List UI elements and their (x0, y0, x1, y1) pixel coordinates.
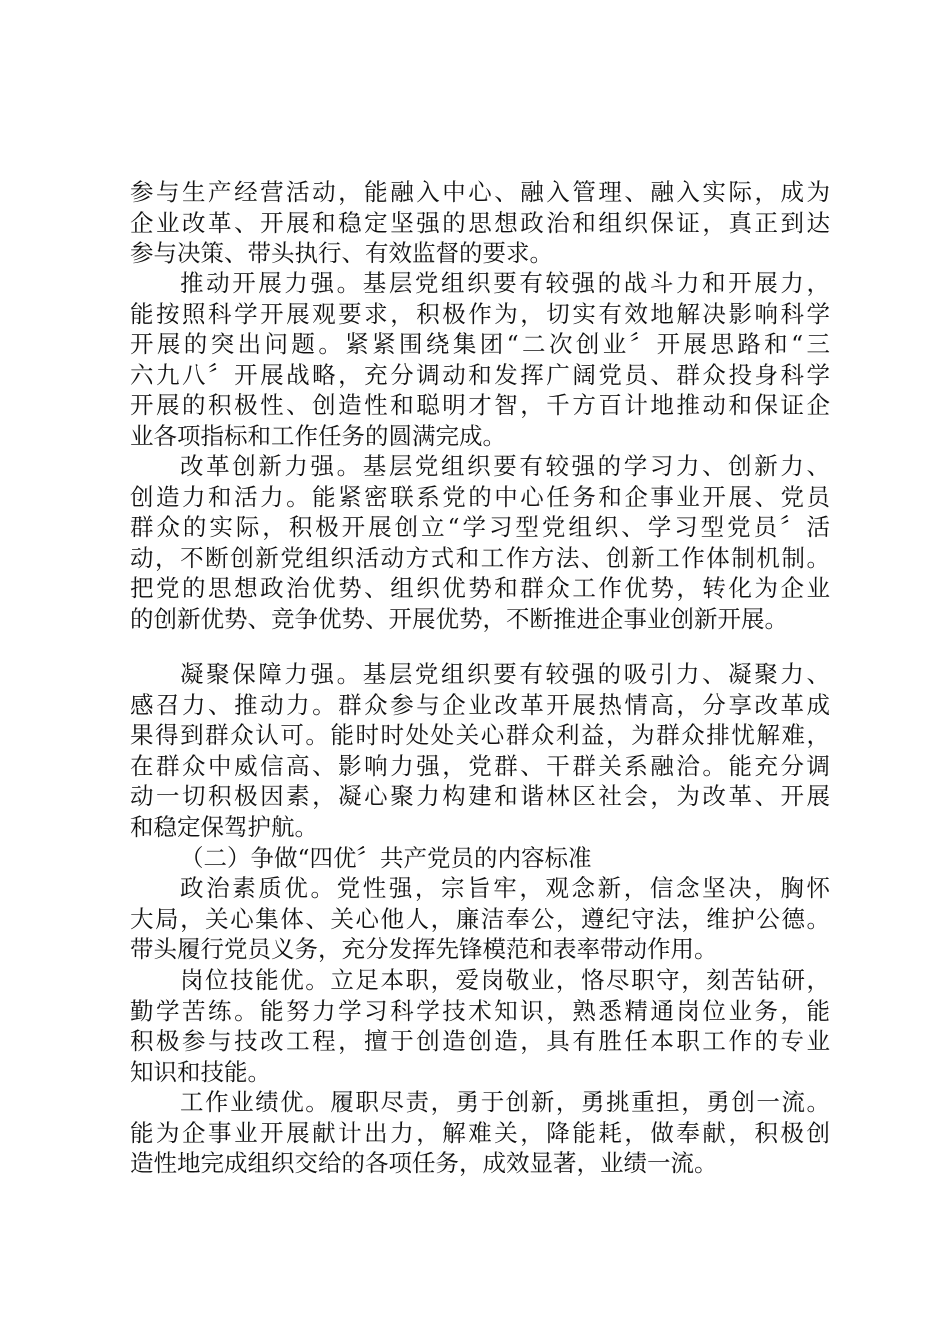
text-line: 企业改革、开展和稳定坚强的思想政治和组织保证，真正到达 (130, 208, 830, 237)
text-line: 凝聚保障力强。基层党组织要有较强的吸引力、凝聚力、 (180, 660, 830, 688)
text-line: 动，不断创新党组织活动方式和工作方法、创新工作体制机制。 (130, 543, 830, 572)
text-line: 群众的实际，积极开展创立“学习型党组织、学习型党员〞活 (130, 513, 830, 541)
text-line: 大局，关心集体、关心他人，廉洁奉公，遵纪守法，维护公德。 (130, 904, 830, 933)
text-line: 动一切积极因素，凝心聚力构建和谐林区社会，为改革、开展 (130, 782, 830, 810)
text-line: 知识和技能。 (130, 1057, 271, 1086)
paragraph-participation (130, 177, 830, 269)
text-line: 参与生产经营活动，能融入中心、融入管理、融入实际，成为 (130, 178, 830, 206)
text-line: 能按照科学开展观要求，积极作为，切实有效地解决影响科学 (130, 299, 830, 328)
text-line: 参与决策、带头执行、有效监督的要求。 (130, 239, 553, 267)
text-line: 业各项指标和工作任务的圆满完成。 (130, 421, 506, 450)
text-line: 果得到群众认可。能时时处处关心群众利益，为群众排忧解难， (130, 721, 830, 749)
paragraph-cohesion (130, 659, 830, 842)
text-line: 勤学苦练。能努力学习科学技术知识，熟悉精通岗位业务，能 (130, 996, 830, 1025)
text-line: 带头履行党员义务，充分发挥先锋模范和表率带动作用。 (130, 935, 718, 963)
text-line: 积极参与技改工程，擅于创造创造，具有胜任本职工作的专业 (130, 1027, 830, 1055)
text-line: 在群众中威信高、影响力强，党群、干群关系融洽。能充分调 (130, 751, 830, 780)
text-line: 感召力、推动力。群众参与企业改革开展热情高，分享改革成 (130, 690, 830, 719)
text-line: 开展的积极性、创造性和聪明才智，千方百计地推动和保证企 (130, 391, 830, 419)
paragraph-work-performance (130, 1087, 830, 1179)
paragraph-political-quality (130, 873, 830, 965)
section-heading-text: （二）争做“四优〞共产党员的内容标准 (180, 844, 592, 872)
text-line: 造性地完成组织交给的各项任务，成效显著，业绩一流。 (130, 1149, 718, 1177)
text-line: 和稳定保驾护航。 (130, 812, 318, 841)
text-line: 工作业绩优。履职尽责，勇于创新，勇挑重担，勇创一流。 (180, 1088, 830, 1116)
text-line: 岗位技能优。立足本职，爱岗敬业，恪尽职守，刻苦钻研， (180, 966, 830, 994)
text-line: 推动开展力强。基层党组织要有较强的战斗力和开展力， (180, 269, 830, 297)
text-line: 开展的突出问题。紧紧围绕集团“二次创业〞开展思路和“三 (130, 330, 830, 358)
text-line: 的创新优势、竞争优势、开展优势，不断推进企事业创新开展。 (130, 604, 788, 633)
text-line: 六九八〞开展战略，充分调动和发挥广阔党员、群众投身科学 (130, 360, 830, 389)
text-line: 能为企事业开展献计出力，解难关，降能耗，做奉献，积极创 (130, 1118, 830, 1147)
text-line: 创造力和活力。能紧密联系党的中心任务和企事业开展、党员 (130, 482, 830, 511)
text-line: 改革创新力强。基层党组织要有较强的学习力、创新力、 (180, 452, 830, 480)
paragraph-reform-innovation (130, 451, 830, 634)
text-line: 政治素质优。党性强，宗旨牢，观念新，信念坚决，胸怀 (180, 874, 830, 902)
section-heading (130, 843, 830, 874)
text-line: 把党的思想政治优势、组织优势和群众工作优势，转化为企业 (130, 574, 830, 602)
paragraph-job-skills (130, 965, 830, 1087)
paragraph-promote-development (130, 268, 830, 451)
